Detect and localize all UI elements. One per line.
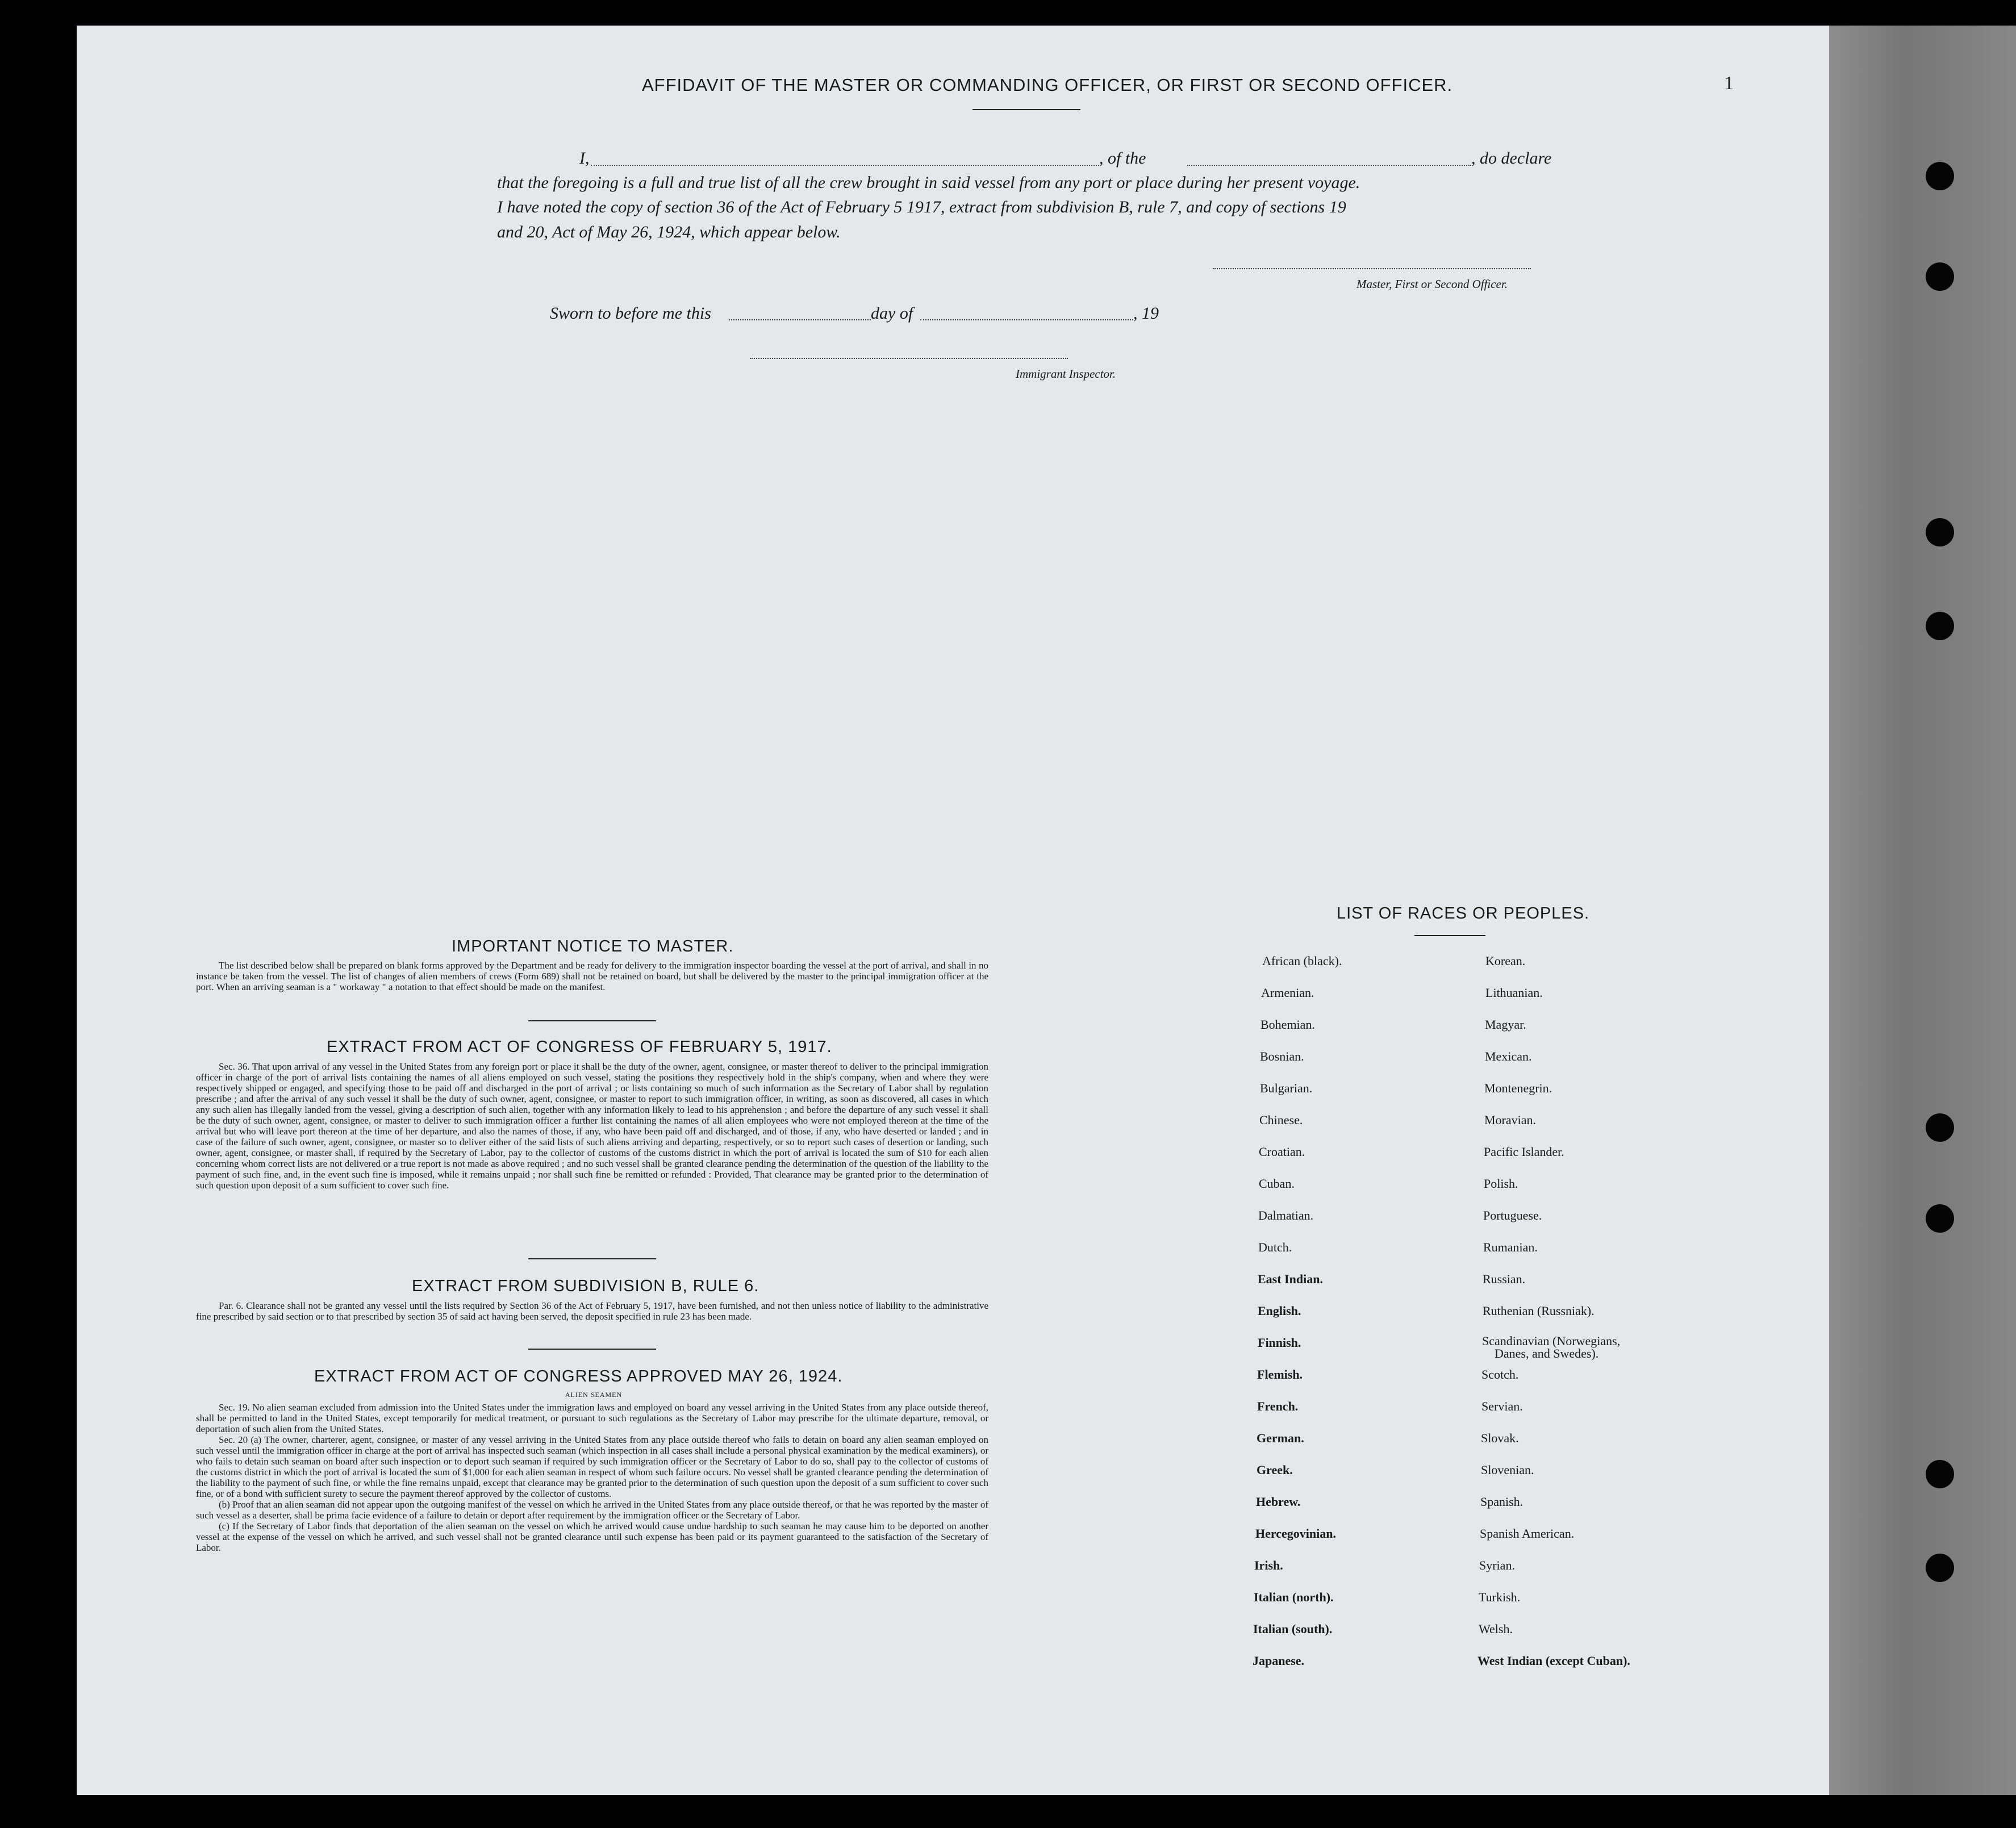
race-item: Italian (north).	[1254, 1590, 1334, 1604]
race-item: Turkish.	[1479, 1590, 1521, 1604]
race-item: Welsh.	[1479, 1622, 1513, 1636]
sec-20a-paragraph: Sec. 20 (a) The owner, charterer, agent, consignee, or master of any vessel arriving in the United States from any place outside thereof who fails to detain on board any alien seaman employed on such vessel until the immigration officer in charge at the port of arrival has inspected such seaman (which inspection in all cases shall include a personal physical examination by the medical examiners), or who fails to detain such seaman on board after such inspection or to deport such seaman if required by such immigration officer or the Secretary of Labor to do so, shall pay to the collector of customs of the customs district in which the port of arrival is located the sum of $1,000 for each alien seaman in respect of whom such failure occurs. No vessel shall be granted clearance pending the determination of the liability to the payment of such fine, or while the fine remains unpaid, except that clearance may be granted prior to the determination of such question upon the deposit of a sum sufficient to cover such fine, or of a bond with sufficient surety to secure the payment thereof approved by the collector of customs.	[196, 1434, 988, 1499]
sworn-start: Sworn to before me this	[550, 304, 711, 323]
race-item: Armenian.	[1261, 986, 1314, 1000]
notice-title: IMPORTANT NOTICE TO MASTER.	[452, 937, 734, 955]
race-item: Flemish.	[1257, 1367, 1303, 1382]
race-item: French.	[1257, 1399, 1299, 1413]
punch-hole	[1926, 612, 1954, 640]
sec-20c-paragraph: (c) If the Secretary of Labor finds that deportation of the alien seaman on the vessel on which he arrived would cause undue hardship to such seaman he may cause him to be deported on another vessel at the expense of the vessel on which he arrived, and such vessel shall not be granted clearance until such expense has been paid or its payment guaranteed to the satisfaction of the Secretary of Labor.	[196, 1521, 988, 1553]
race-item: Hercegovinian.	[1255, 1526, 1336, 1541]
race-item: Japanese.	[1253, 1654, 1305, 1668]
race-item: Croatian.	[1259, 1145, 1305, 1159]
race-item: Mexican.	[1485, 1049, 1532, 1063]
affidavit-line1-start: I,	[579, 149, 590, 168]
race-item: English.	[1258, 1304, 1301, 1318]
race-item: Italian (south).	[1253, 1622, 1333, 1636]
race-item: West Indian (except Cuban).	[1477, 1654, 1630, 1668]
race-item: Ruthenian (Russniak).	[1483, 1304, 1595, 1318]
divider	[528, 1020, 656, 1021]
sworn-month-blank	[920, 319, 1133, 320]
notice-text	[196, 960, 988, 992]
vessel-blank	[1187, 165, 1471, 166]
race-item: Chinese.	[1259, 1113, 1303, 1127]
races-divider	[1414, 935, 1485, 936]
race-item: Lithuanian.	[1485, 986, 1543, 1000]
extract-rule6-title: EXTRACT FROM SUBDIVISION B, RULE 6.	[412, 1277, 759, 1295]
inspector-signature-line	[750, 358, 1068, 359]
affidavit-line2: that the foregoing is a full and true list of all the crew brought in said vessel from any port or place during her present voyage.	[497, 173, 1360, 192]
affidavit-line1-mid: , of the	[1099, 149, 1146, 168]
sworn-day-blank	[729, 319, 871, 320]
extract-1917-text	[196, 1061, 988, 1191]
binding-edge	[1829, 26, 2016, 1795]
race-item: Slovenian.	[1481, 1463, 1534, 1477]
page-number: 1	[1724, 73, 1734, 94]
title-underline	[972, 109, 1080, 110]
extract-1924-text	[196, 1402, 988, 1553]
punch-hole	[1926, 1113, 1954, 1142]
race-item: Bosnian.	[1260, 1049, 1304, 1063]
extract-rule6-text	[196, 1300, 988, 1322]
race-item: Servian.	[1481, 1399, 1523, 1413]
affidavit-line1-end: , do declare	[1471, 149, 1552, 168]
race-item: Spanish American.	[1480, 1526, 1575, 1541]
punch-hole	[1926, 1554, 1954, 1582]
extract-1924-subtitle: ALIEN SEAMEN	[565, 1391, 623, 1399]
affidavit-line3: I have noted the copy of section 36 of the Act of February 5 1917, extract from subdivision B, rule 7, and copy of sections 19	[497, 198, 1346, 216]
sec-19-paragraph: Sec. 19. No alien seaman excluded from admission into the United States under the immigration laws and employed on board any vessel arriving in the United States from any place outside thereof, shall be permitted to land in the United States, except temporarily for medical treatment, or pursuant to such regulations as the Secretary of Labor may prescribe for the ultimate departure, removal, or deportation of such alien from the United States.	[196, 1402, 988, 1434]
race-item: Syrian.	[1479, 1558, 1515, 1572]
race-item: Montenegrin.	[1484, 1081, 1552, 1095]
race-item: Greek.	[1257, 1463, 1293, 1477]
divider	[528, 1258, 656, 1259]
punch-hole	[1926, 518, 1954, 546]
race-item: Slovak.	[1481, 1431, 1519, 1445]
punch-hole	[1926, 162, 1954, 190]
race-item: Scandinavian (Norwegians, Danes, and Swedes).	[1482, 1334, 1621, 1360]
punch-hole	[1926, 1204, 1954, 1233]
extract-rule6-paragraph: Par. 6. Clearance shall not be granted any vessel until the lists required by Section 36 of the Act of February 5, 1917, have been furnished, and not then unless notice of liability to the administrative fine prescribed by said section or to that prescribed by section 35 of said act having been served, the deposit specified in rule 23 has been made.	[196, 1300, 988, 1322]
race-item: Russian.	[1483, 1272, 1526, 1286]
name-blank	[591, 165, 1099, 166]
race-item: African (black).	[1262, 954, 1342, 968]
race-item: Magyar.	[1485, 1017, 1526, 1032]
sworn-mid: day of	[871, 304, 913, 323]
sworn-end: , 19	[1133, 304, 1159, 323]
race-item: Bohemian.	[1260, 1017, 1315, 1032]
race-item: Finnish.	[1258, 1335, 1301, 1350]
notice-paragraph: The list described below shall be prepared on blank forms approved by the Department and be ready for delivery to the immigration inspector boarding the vessel at the port of arrival, and shall in no instance be taken from the vessel. The list of changes of alien members of crews (Form 689) shall not be retained on board, but shall be delivered by the master to the principal immigration officer at the port. When an arriving seaman is a " workaway " a notation to that effect should be made on the manifest.	[196, 960, 988, 992]
master-signature-label: Master, First or Second Officer.	[1356, 277, 1508, 291]
race-item: East Indian.	[1258, 1272, 1323, 1286]
race-item: Dutch.	[1258, 1240, 1292, 1254]
race-item: Korean.	[1485, 954, 1526, 968]
race-item: Bulgarian.	[1260, 1081, 1313, 1095]
race-item: Portuguese.	[1483, 1208, 1542, 1222]
extract-1917-paragraph: Sec. 36. That upon arrival of any vessel in the United States from any foreign port or place it shall be the duty of the owner, agent, consignee, or master thereof to deliver to the principal immigration officer in charge of the port of arrival lists containing the names of all aliens employed on such vessel, stating the positions they respectively hold in the ship's company, when and where they were respectively shipped or engaged, and specifying those to be paid off and discharged in the port of arrival ; or lists containing so much of such information as the Secretary of Labor shall by regulation prescribe ; and after the arrival of any such vessel it shall be the duty of such owner, agent, consignee, or master to report to such immigration officer, in writing, as soon as discovered, all cases in which any such alien has illegally landed from the vessel, giving a description of such alien, together with any information likely to lead to his apprehension ; and before the departure of any such vessel it shall be the duty of such owner, agent, consignee, or master to deliver to such immigration officer a further list containing the names of all alien employees who were not employed thereon at the time of the arrival but who will leave port thereon at the time of her departure, and also the names of those, if any, who have been paid off and discharged, and of those, if any, who have deserted or landed ; and in case of the failure of such owner, agent, consignee, or master so to deliver either of the said lists of such aliens arriving and departing, respectively, or so to report such cases of desertion or landing, such owner, agent, consignee, or master shall, if required by the Secretary of Labor, pay to the collector of customs of the customs district in which the port of arrival is located the sum of $10 for each alien concerning whom correct lists are not delivered or a true report is not made as above required ; and no such vessel shall be granted clearance pending the determination of the question of the liability to the payment of such fine, and, in the event such fine is imposed, while it remains unpaid ; nor shall such fine be remitted or refunded : Provided, That clearance may be granted prior to the determination of such question upon deposit of a sum sufficient to cover such fine.	[196, 1061, 988, 1191]
master-signature-line	[1213, 268, 1531, 269]
race-item: Moravian.	[1484, 1113, 1537, 1127]
race-item: German.	[1257, 1431, 1304, 1445]
inspector-label: Immigrant Inspector.	[1016, 367, 1116, 381]
races-title: LIST OF RACES OR PEOPLES.	[1337, 904, 1590, 923]
page-title: AFFIDAVIT OF THE MASTER OR COMMANDING OFFICER, OR FIRST OR SECOND OFFICER.	[642, 75, 1453, 95]
divider	[528, 1349, 656, 1350]
race-item: Scotch.	[1481, 1367, 1519, 1382]
race-item: Irish.	[1254, 1558, 1283, 1572]
sec-20b-paragraph: (b) Proof that an alien seaman did not appear upon the outgoing manifest of the vessel on which he arrived in the United States from any place outside thereof, or that he was reported by the master of such vessel as a deserter, shall be prima facie evidence of a failure to detain or deport after requirement by the immigration officer or the Secretary of Labor.	[196, 1499, 988, 1521]
race-item: Rumanian.	[1483, 1240, 1538, 1254]
race-item: Hebrew.	[1256, 1495, 1301, 1509]
race-item: Spanish.	[1480, 1495, 1524, 1509]
race-item: Cuban.	[1259, 1176, 1295, 1191]
extract-1924-title: EXTRACT FROM ACT OF CONGRESS APPROVED MAY 26, 1924.	[314, 1367, 843, 1385]
affidavit-line4: and 20, Act of May 26, 1924, which appear below.	[497, 223, 841, 241]
race-item: Polish.	[1484, 1176, 1518, 1191]
extract-1917-title: EXTRACT FROM ACT OF CONGRESS OF FEBRUARY 5, 1917.	[327, 1038, 832, 1056]
race-item: Pacific Islander.	[1484, 1145, 1564, 1159]
punch-hole	[1926, 262, 1954, 291]
race-item: Dalmatian.	[1258, 1208, 1314, 1222]
punch-hole	[1926, 1460, 1954, 1488]
